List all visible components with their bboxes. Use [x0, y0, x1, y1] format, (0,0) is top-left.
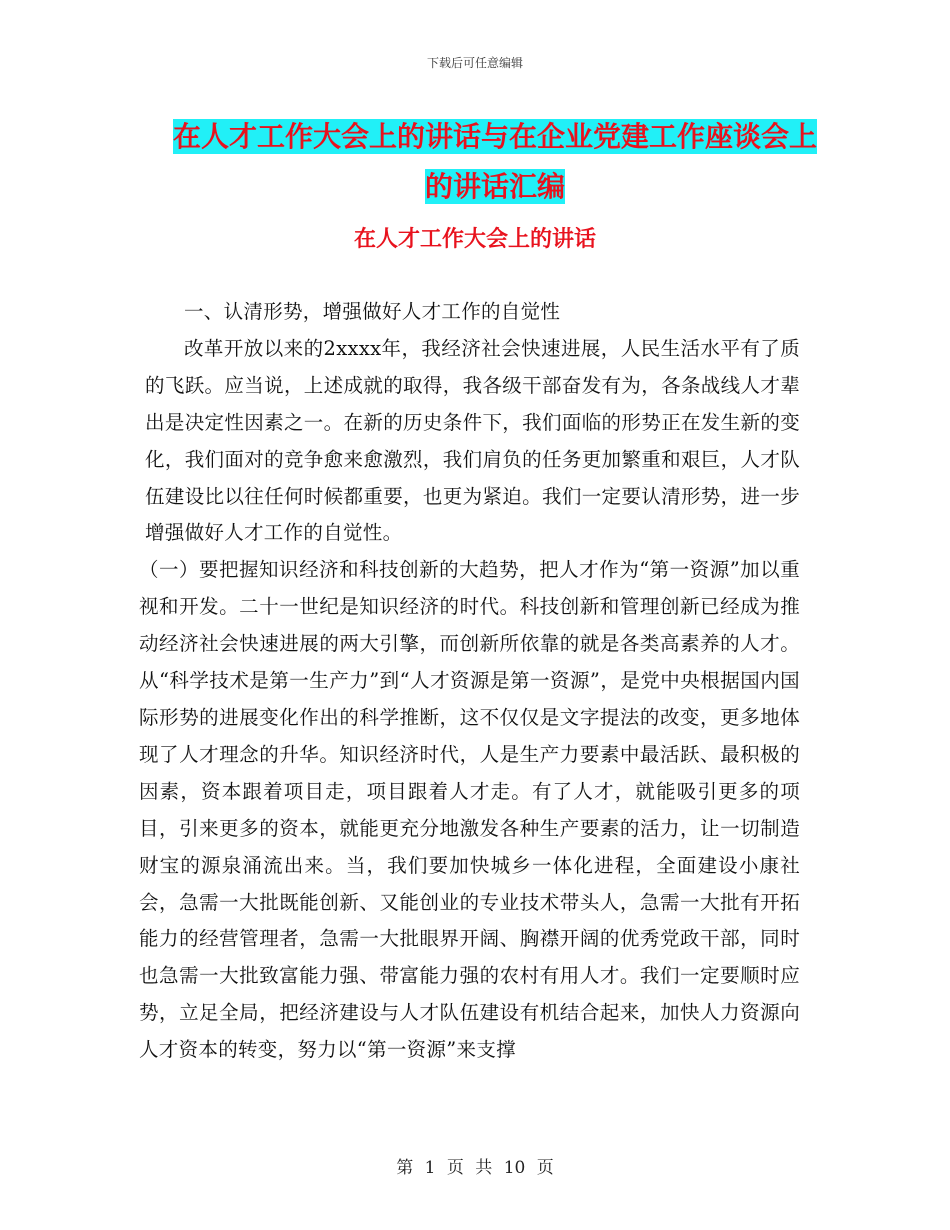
paragraph: 改革开放以来的2xxxx年，我经济社会快速进展，人民生活水平有了质的飞跃。应当说，上述成就的取得，我各级干部奋发有为，各条战线人才辈出是决定性因素之一。在新的历史条件下，我们面临的形势正在发生新的变化，我们面对的竞争愈来愈激烈，我们肩负的任务更加繁重和艰巨，人才队伍建设比以往任何时候都重要，也更为紧迫。我们一定要认清形势，进一步增强做好人才工作的自觉性。 — [145, 336, 800, 545]
document-body — [139, 294, 800, 1069]
page-header-note: 下载后可任意编辑 — [426, 56, 523, 70]
page-number-footer: 第 1 页 共 10 页 — [396, 1158, 554, 1178]
paragraph-heading: 一、认清形势，增强做好人才工作的自觉性 — [184, 300, 561, 323]
paragraph: （一）要把握知识经济和科技创新的大趋势，把人才作为“第一资源”加以重视和开发。二十一世纪是知识经济的时代。科技创新和管理创新已经成为推动经济社会快速进展的两大引擎，而创新所依靠的就是各类高素养的人才。从“科学技术是第一生产力”到“人才资源是第一资源”，是党中央根据国内国际形势的进展变化作出的科学推断，这不仅仅是文字提法的改变，更多地体现了人才理念的升华。知识经济时代，人是生产力要素中最活跃、最积极的因素，资本跟着项目走，项目跟着人才走。有了人才，就能吸引更多的项目，引来更多的资本，就能更充分地激发各种生产要素的活力，让一切制造财宝的源泉涌流出来。当，我们要加快城乡一体化进程，全面建设小康社会，急需一大批既能创新、又能创业的专业技术带头人，急需一大批有开拓能力的经营管理者，急需一大批眼界开阔、胸襟开阔的优秀党政干部，同时也急需一大批致富能力强、带富能力强的农村有用人才。我们一定要顺时应势，立足全局，把经济建设与人才队伍建设有机结合起来，加快人力资源向人才资本的转变，努力以“第一资源”来支撑 — [139, 558, 800, 1062]
title-line-2: 的讲话汇编 — [424, 170, 565, 203]
document-title — [150, 112, 840, 212]
title-line-1: 在人才工作大会上的讲话与在企业党建工作座谈会上 — [172, 120, 817, 153]
section-title: 在人才工作大会上的讲话 — [353, 227, 596, 252]
